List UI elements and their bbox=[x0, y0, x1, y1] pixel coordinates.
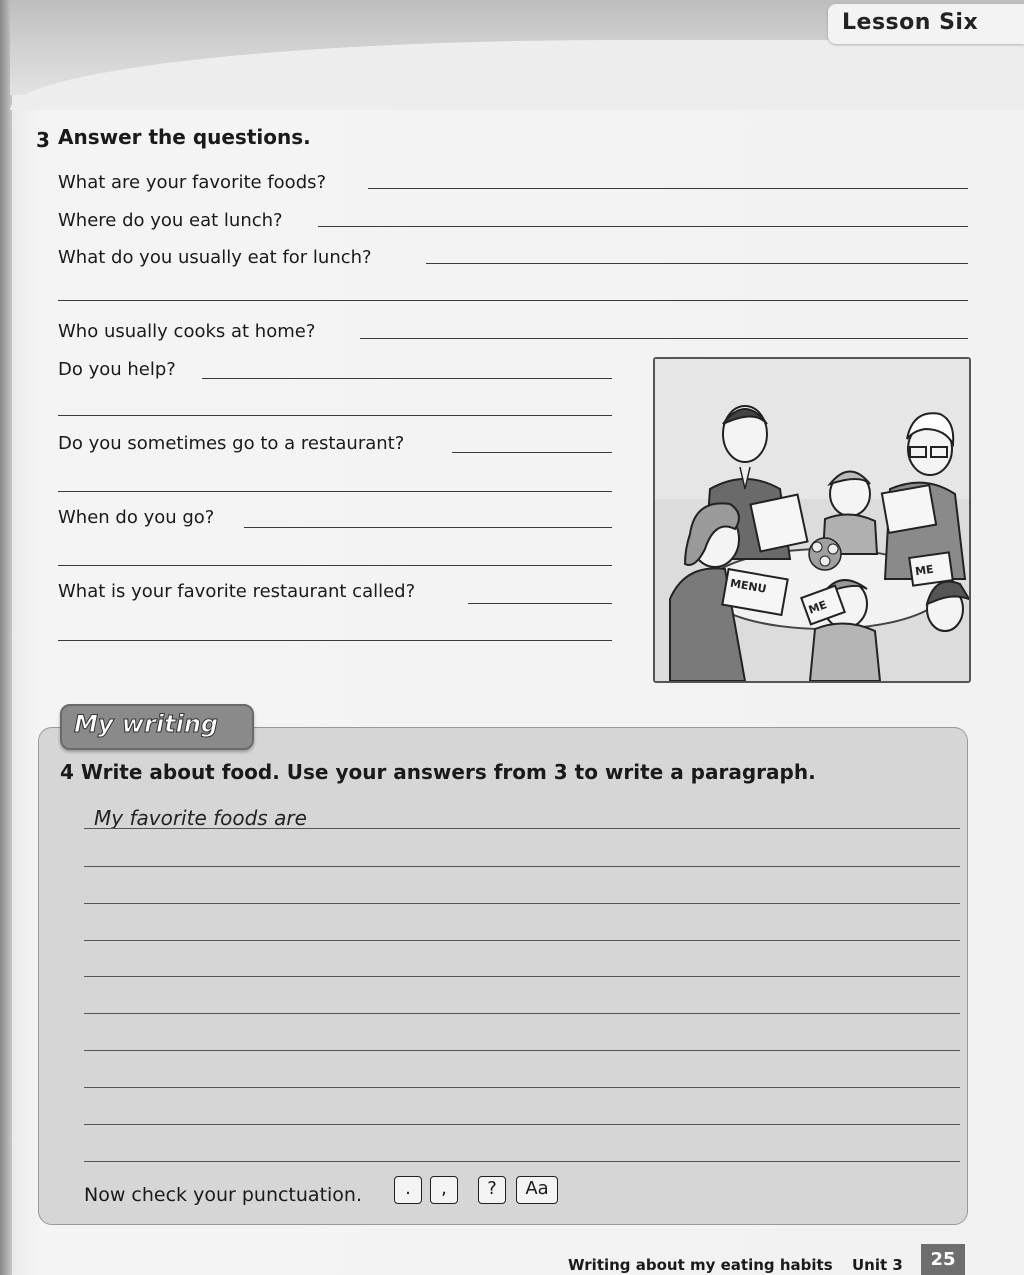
my-writing-badge-label: My writing bbox=[74, 710, 219, 738]
writing-line-2[interactable] bbox=[84, 866, 960, 867]
question-1: What are your favorite foods? bbox=[58, 172, 327, 193]
menu-sign-1: MENU bbox=[729, 576, 768, 596]
answer-line-1[interactable] bbox=[368, 188, 968, 189]
page-binding bbox=[0, 0, 12, 1275]
answer-line-2[interactable] bbox=[318, 226, 968, 227]
family-restaurant-drawing bbox=[655, 359, 969, 681]
exercise-3-title: Answer the questions. bbox=[58, 125, 311, 149]
answer-line-5[interactable] bbox=[202, 378, 612, 379]
menu-sign-3: ME bbox=[914, 562, 935, 579]
answer-line-6b[interactable] bbox=[58, 491, 612, 492]
lesson-title: Lesson Six bbox=[842, 10, 979, 35]
question-3: What do you usually eat for lunch? bbox=[58, 247, 372, 268]
writing-line-7[interactable] bbox=[84, 1050, 960, 1051]
answer-line-7[interactable] bbox=[244, 527, 612, 528]
writing-line-5[interactable] bbox=[84, 976, 960, 977]
answer-line-4[interactable] bbox=[360, 338, 968, 339]
menu-sign-2: ME bbox=[806, 598, 829, 617]
capital-letters-box: Aa bbox=[516, 1176, 558, 1204]
question-6: Do you sometimes go to a restaurant? bbox=[58, 433, 405, 454]
period-box: . bbox=[394, 1176, 422, 1204]
question-mark-box: ? bbox=[478, 1176, 506, 1204]
writing-line-4[interactable] bbox=[84, 940, 960, 941]
page-number: 25 bbox=[921, 1244, 965, 1275]
writing-line-9[interactable] bbox=[84, 1124, 960, 1125]
answer-line-3[interactable] bbox=[426, 263, 968, 264]
question-7: When do you go? bbox=[58, 507, 215, 528]
answer-line-8b[interactable] bbox=[58, 640, 612, 641]
footer-topic: Writing about my eating habits bbox=[568, 1256, 833, 1274]
answer-line-5b[interactable] bbox=[58, 415, 612, 416]
answer-line-8[interactable] bbox=[468, 603, 612, 604]
question-4: Who usually cooks at home? bbox=[58, 321, 316, 342]
question-2: Where do you eat lunch? bbox=[58, 210, 283, 231]
exercise-3-number: 3 bbox=[36, 128, 50, 152]
footer-unit: Unit 3 bbox=[852, 1256, 903, 1274]
question-5: Do you help? bbox=[58, 359, 176, 380]
writing-line-10[interactable] bbox=[84, 1161, 960, 1162]
answer-line-3b[interactable] bbox=[58, 300, 968, 301]
writing-line-8[interactable] bbox=[84, 1087, 960, 1088]
comma-box: , bbox=[430, 1176, 458, 1204]
sample-sentence: My favorite foods are bbox=[94, 806, 307, 830]
punctuation-check-text: Now check your punctuation. bbox=[84, 1184, 363, 1206]
writing-line-6[interactable] bbox=[84, 1013, 960, 1014]
answer-line-6[interactable] bbox=[452, 452, 612, 453]
restaurant-illustration bbox=[653, 357, 971, 683]
exercise-4-title: 4 Write about food. Use your answers from 3 to write a paragraph. bbox=[60, 760, 816, 784]
answer-line-7b[interactable] bbox=[58, 565, 612, 566]
writing-line-3[interactable] bbox=[84, 903, 960, 904]
writing-line-1[interactable] bbox=[84, 828, 960, 829]
question-8: What is your favorite restaurant called? bbox=[58, 581, 416, 602]
